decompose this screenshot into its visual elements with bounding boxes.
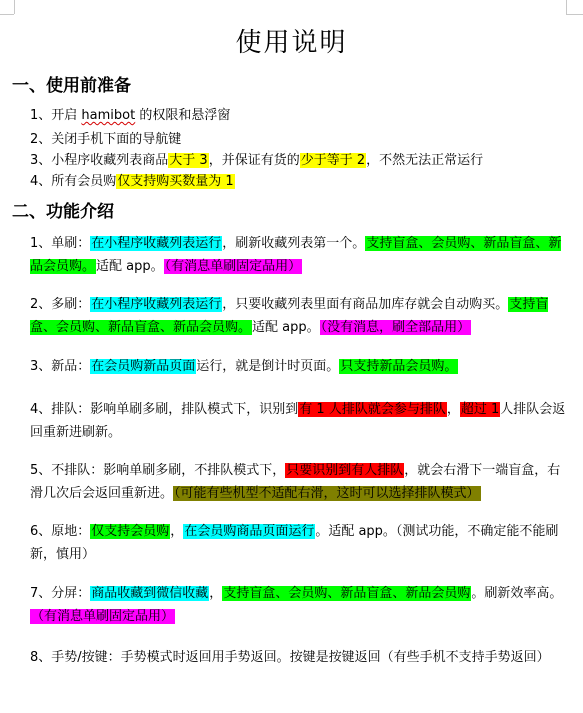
highlighted-text: 大于 3 bbox=[169, 153, 208, 168]
highlighted-text: 商品收藏到微信收藏 bbox=[91, 586, 209, 601]
crop-mark-left bbox=[14, 0, 15, 14]
text-run: ，刷新收藏列表第一个。 bbox=[222, 236, 366, 251]
text-run: 人排队会返回重新进刷新。 bbox=[30, 402, 566, 440]
highlighted-text: 在小程序收藏列表运行 bbox=[91, 236, 222, 251]
highlighted-text: 在小程序收藏列表运行 bbox=[91, 297, 222, 312]
prep-item-2 bbox=[30, 130, 181, 149]
text-run: 的权限和悬浮窗 bbox=[135, 108, 231, 123]
feature-item-single-refresh bbox=[30, 232, 570, 278]
text-run: 3、新品： bbox=[30, 359, 91, 374]
text-run: ， bbox=[209, 586, 223, 601]
text-run: ， bbox=[446, 402, 460, 417]
feature-item-queue bbox=[30, 398, 570, 444]
feature-item-no-queue bbox=[30, 459, 570, 505]
highlighted-text: 支持盲盒、会员购、新品盲盒、新品会员购。 bbox=[30, 297, 549, 335]
text-run: 4、所有会员购 bbox=[30, 174, 117, 189]
text-run: 8、手势/按键：手势模式时返回用手势返回。按键是按键返回（有些手机不支持手势返回） bbox=[30, 650, 550, 665]
highlighted-text: 只支持新品会员购。 bbox=[340, 359, 458, 374]
text-run: 5、不排队：影响单刷多刷，不排队模式下， bbox=[30, 463, 286, 478]
text-run: 6、原地： bbox=[30, 524, 91, 539]
text-run: 适配 app。 bbox=[96, 259, 164, 274]
highlighted-text: 在会员购新品页面 bbox=[91, 359, 196, 374]
highlighted-text: （没有消息，刷全部品用） bbox=[320, 320, 471, 335]
feature-item-gesture-key bbox=[30, 646, 570, 669]
text-run: 7、分屏： bbox=[30, 586, 91, 601]
text-run: ， bbox=[170, 524, 184, 539]
highlighted-text: （有消息单刷固定品用） bbox=[164, 259, 302, 274]
text-run: 3、小程序收藏列表商品 bbox=[30, 153, 169, 168]
document-title: 使用说明 bbox=[235, 28, 348, 58]
highlighted-text: 支持盲盒、会员购、新品盲盒、新品会员购 bbox=[223, 586, 471, 601]
feature-item-in-place bbox=[30, 520, 570, 566]
feature-item-new-product bbox=[30, 355, 570, 378]
highlighted-text: 仅支持会员购 bbox=[91, 524, 170, 539]
highlighted-text: 仅支持购买数量为 1 bbox=[117, 174, 234, 189]
highlighted-text: 超过 1 bbox=[460, 402, 500, 417]
spellcheck-underlined-text: hamibot bbox=[81, 108, 136, 123]
text-run: 2、多刷： bbox=[30, 297, 91, 312]
text-run: ，不然无法正常运行 bbox=[366, 153, 484, 168]
highlighted-text: （可能有些机型不适配右滑，这时可以选择排队模式） bbox=[174, 486, 480, 501]
text-run: 2、关闭手机下面的导航键 bbox=[30, 132, 182, 147]
feature-item-multi-refresh bbox=[30, 293, 570, 339]
text-run: 。刷新效率高。 bbox=[471, 586, 563, 601]
prep-item-4 bbox=[30, 172, 235, 191]
crop-mark-top-left bbox=[0, 14, 14, 15]
highlighted-text: 少于等于 2 bbox=[300, 153, 366, 168]
crop-mark-right bbox=[566, 0, 567, 14]
text-run: 。适配 app。（测试功能，不确定能不能刷新，慎用） bbox=[30, 524, 559, 562]
crop-mark-top-right bbox=[566, 14, 583, 15]
text-run: 运行，就是倒计时页面。 bbox=[196, 359, 340, 374]
prep-item-1 bbox=[30, 106, 230, 125]
prep-item-3 bbox=[30, 151, 483, 170]
text-run: ，只要收藏列表里面有商品加库存就会自动购买。 bbox=[222, 297, 509, 312]
text-run: 4、排队：影响单刷多刷，排队模式下，识别到 bbox=[30, 402, 299, 417]
text-run: ，就会右滑下一端盲盒，右滑几次后会返回重新进。 bbox=[30, 463, 561, 501]
section-heading-preparation: 一、使用前准备 bbox=[12, 76, 131, 96]
highlighted-text: 有 1 人排队就会参与排队 bbox=[299, 402, 446, 417]
text-run: 适配 app。 bbox=[252, 320, 320, 335]
feature-item-split-screen bbox=[30, 582, 570, 628]
text-run: 1、开启 bbox=[30, 108, 82, 123]
highlighted-text: 支持盲盒、会员购、新品盲盒、新品会员购。 bbox=[30, 236, 562, 274]
highlighted-text: 在会员购商品页面运行 bbox=[184, 524, 315, 539]
highlighted-text: （有消息单刷固定品用） bbox=[31, 609, 175, 624]
text-run: ，并保证有货的 bbox=[208, 153, 300, 168]
text-run: 1、单刷： bbox=[30, 236, 91, 251]
section-heading-features: 二、功能介绍 bbox=[12, 202, 114, 222]
highlighted-text: 只要识别到有人排队 bbox=[286, 463, 404, 478]
